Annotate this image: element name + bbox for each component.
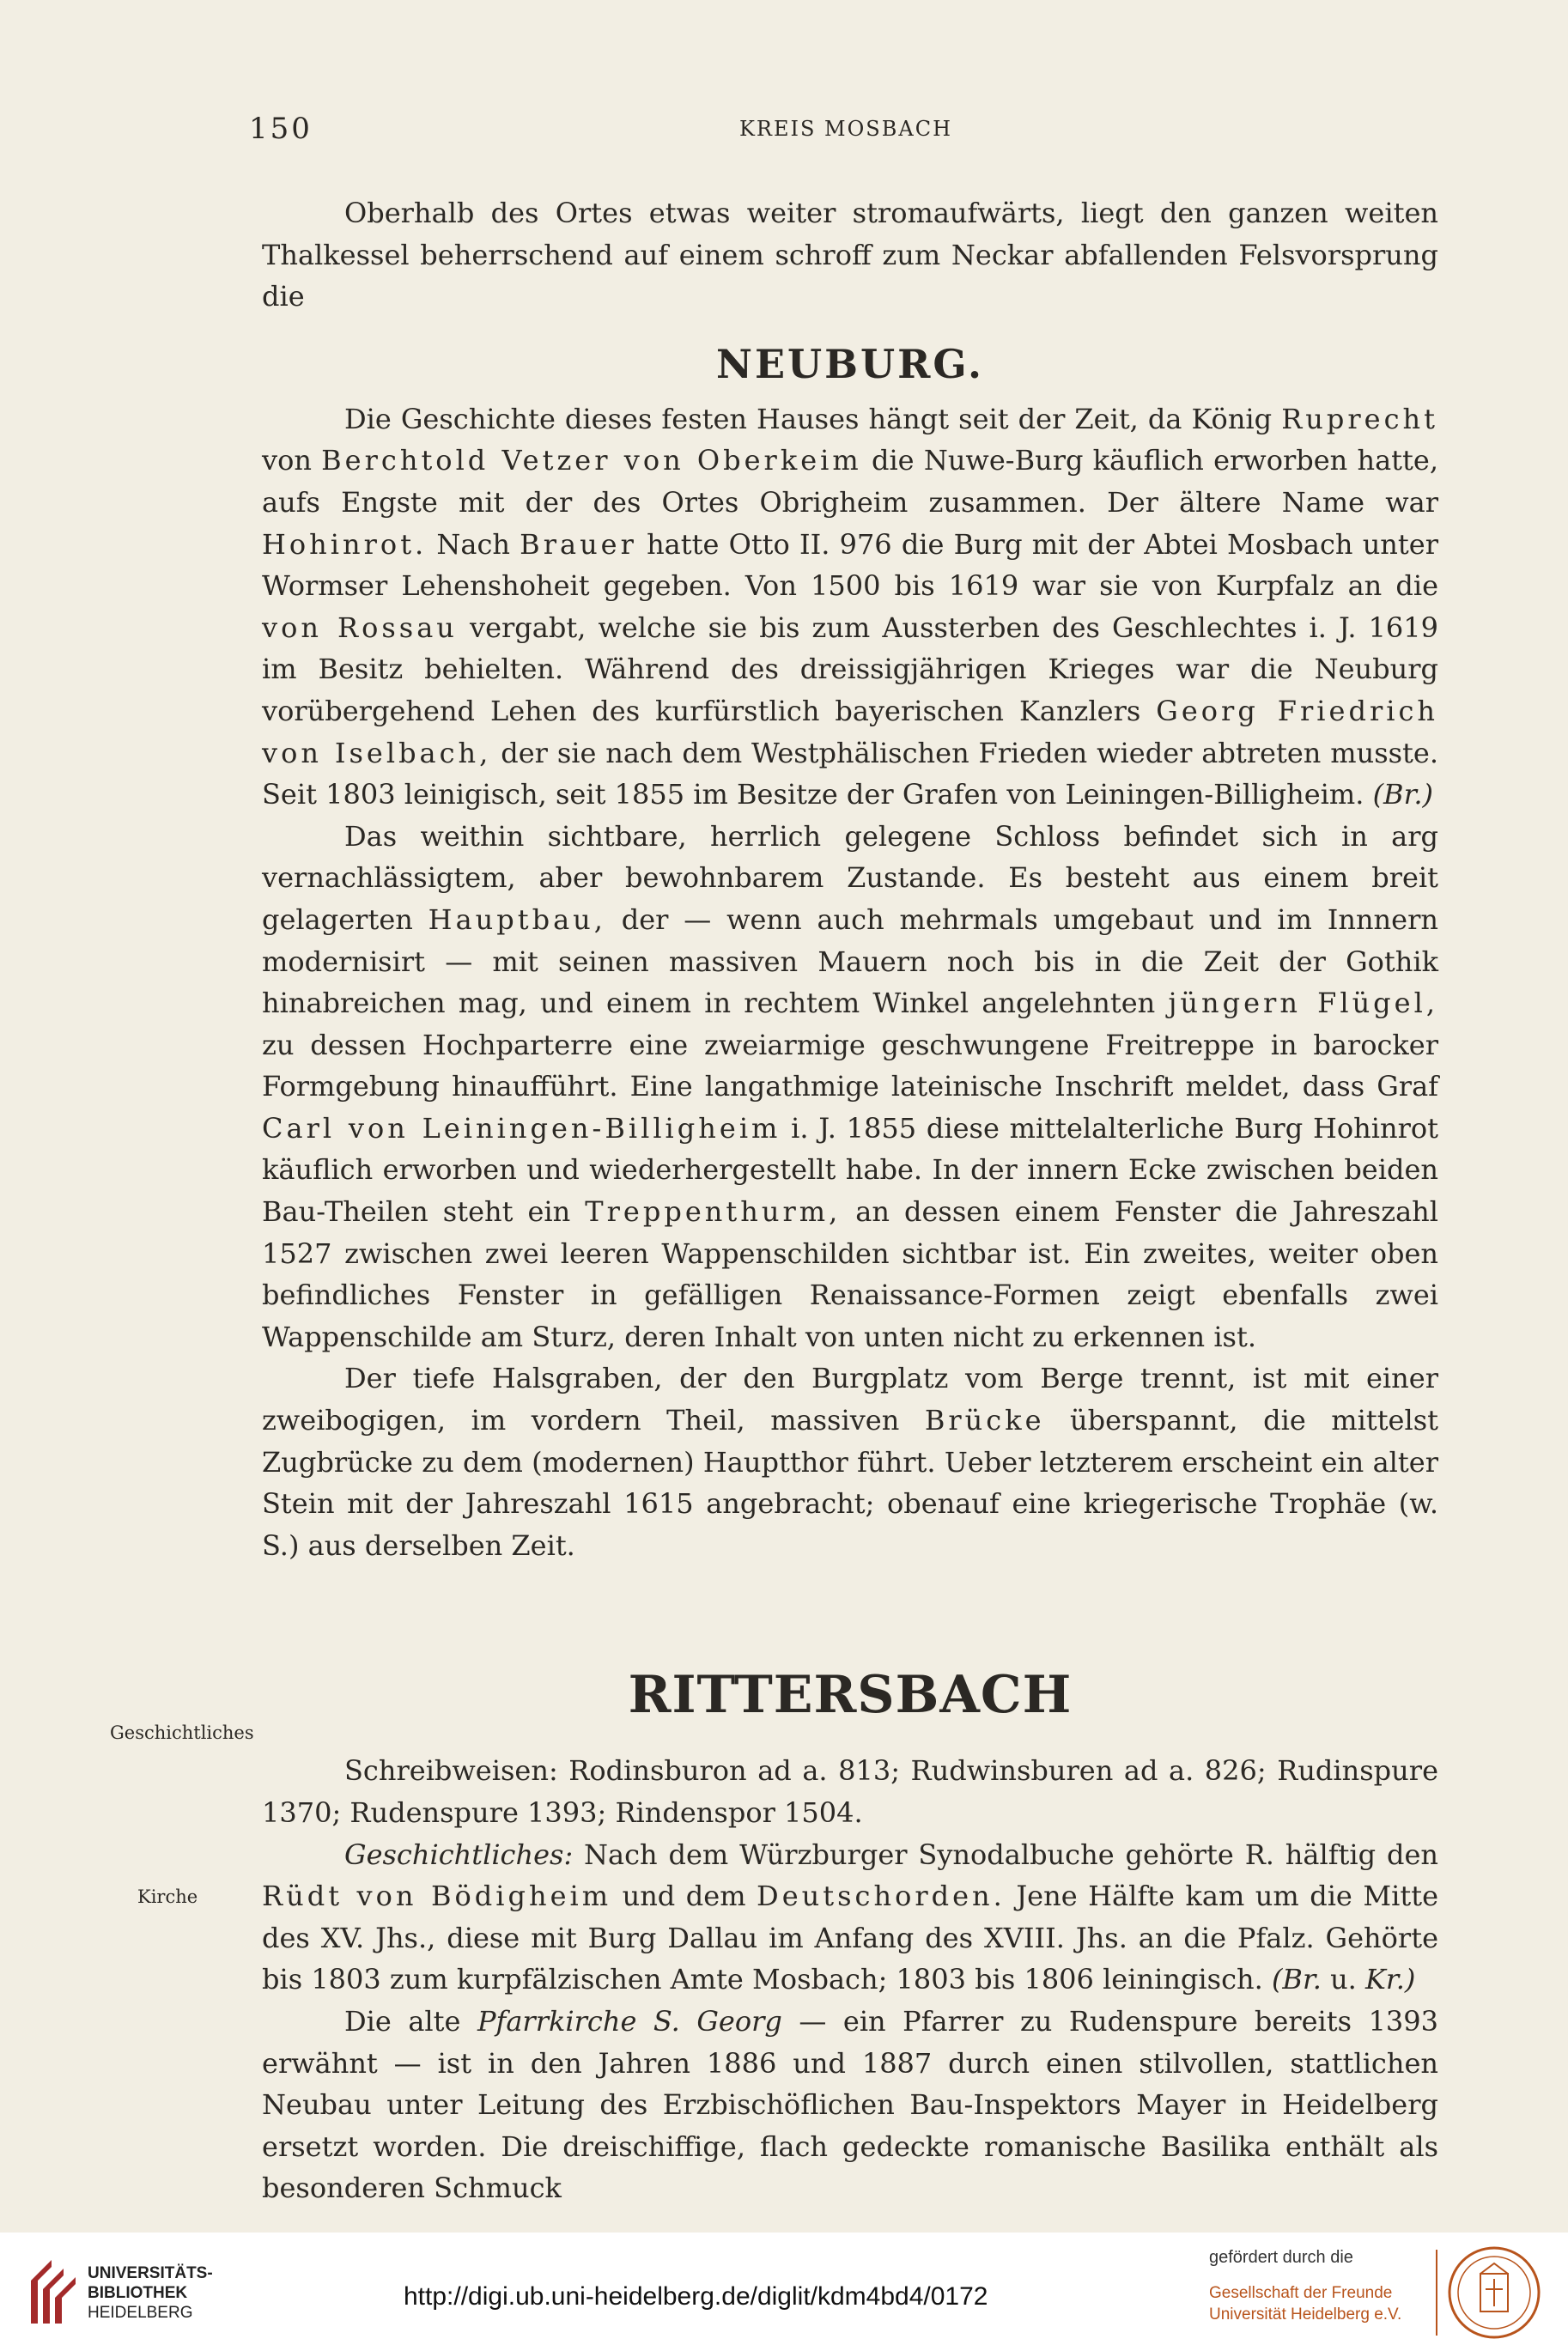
footer-divider [1436,2250,1437,2336]
university-seal-icon [1446,2245,1542,2341]
page-header [249,112,1443,146]
margin-note-kirche: Kirche [137,1886,198,1907]
paragraph-geschichtliches: Geschichtliches: Nach dem Würzburger Synodalbuche gehörte R. hälftig den Rüdt von Bödigheim und dem Deutschorden. Jene Hälfte kam um die Mitte des XV. Jhs., diese mit Burg Dallau im Anfang des XVIII. Jhs. an die Pfalz. Gehörte bis 1803 zum kurpfälzischen Amte Mosbach; 1803 bis 1806 leiningisch. (Br. u. Kr.) [262,1838,1439,1996]
heading-rittersbach: RITTERSBACH [628,1665,1073,1726]
paragraph-intro: Oberhalb des Ortes etwas weiter stromaufwärts, liegt den ganzen weiten Thalkessel beherrschend auf einem schroff zum Neckar abfallenden Felsvorsprung die [262,197,1438,313]
paragraph-neuburg-history: Die Geschichte dieses festen Hauses hängt seit der Zeit, da König Ruprecht von Berchtold Vetzer von Oberkeim die Nuwe-Burg käuflich erworben hatte, aufs Engste mit der des Ortes Obrigheim zusammen. Der ältere Name war Hohinrot. Nach Brauer hatte Otto II. 976 die Burg mit der Abtei Mosbach unter Wormser Lehenshoheit gegeben. Von 1500 bis 1619 war sie von Kurpfalz an die von Rossau vergabt, welche sie bis zum Aussterben des Geschlechtes i. J. 1619 im Besitz behielten. Während des dreissigjährigen Krieges war die Neuburg vorübergehend Lehen des kurfürstlich bayerischen Kanzlers Georg Friedrich von Iselbach, der sie nach dem Westphälischen Frieden wieder abtreten musste. Seit 1803 leinigisch, seit 1855 im Besitze der Grafen von Leiningen-Billigheim. (Br.) [262,402,1439,811]
source-url-link[interactable]: http://digi.ub.uni-heidelberg.de/diglit/kdm4bd4/0172 [404,2282,988,2311]
paragraph-schloss-description: Das weithin sichtbare, herrlich gelegene Schloss befindet sich in arg vernachlässigtem, aber bewohnbarem Zustande. Es besteht aus einem breit gelagerten Hauptbau, der — wenn auch mehrmals umgebaut und im Innnern modernisirt — mit seinen massiven Mauern noch bis in die Zeit der Gothik hinabreichen mag, und einem in rechtem Winkel angelehnten jüngern Flügel, zu dessen Hochparterre eine zweiarmige geschwungene Freitreppe in barocker Formgebung hinaufführt. Eine langathmige lateinische Inschrift meldet, dass Graf Carl von Leiningen-Billigheim i. J. 1855 diese mittelalterliche Burg Hohinrot käuflich erworben und wiederhergestellt habe. In der innern Ecke zwischen beiden Bau-Theilen steht ein Treppenthurm, an dessen einem Fenster die Jahreszahl 1527 zwischen zwei leeren Wappenschilden sichtbar ist. Ein zweites, weiter oben befindliches Fenster in gefälligen Renaissance-Formen zeigt ebenfalls zwei Wappenschilde am Sturz, deren Inhalt von unten nicht zu erkennen ist. [262,819,1439,1353]
sponsor-label: gefördert durch die [1209,2248,1353,2267]
paragraph-kirche: Die alte Pfarrkirche S. Georg — ein Pfarrer zu Rudenspure bereits 1393 erwähnt — ist in den Jahren 1886 und 1887 durch einen stilvollen, stattlichen Neubau unter Leitung des Erzbischöflichen Bau-Inspektors Mayer in Heidelberg ersetzt worden. Die dreischiffige, flach gedeckte romanische Basilika enthält als besonderen Schmuck [262,2004,1438,2205]
page-number: 150 [249,112,313,146]
paragraph-schreibweisen: Schreibweisen: Rodinsburon ad a. 813; Rudwinsburen ad a. 826; Rudinspure 1370; Rudenspure 1393; Rindenspor 1504. [262,1754,1438,1829]
library-name: UNIVERSITÄTS- BIBLIOTHEK HEIDELBERG [88,2264,213,2322]
margin-note-geschichtliches: Geschichtliches [110,1722,254,1743]
page-body [262,192,1438,2209]
heading-neuburg: NEUBURG. [715,340,985,387]
paragraph-halsgraben: Der tiefe Halsgraben, der den Burgplatz vom Berge trennt, ist mit einer zweibogigen, im vordern Theil, massiven Brücke überspannt, die mittelst Zugbrücke zu dem (modernen) Hauptthor führt. Ueber letzterem erscheint ein alter Stein mit der Jahreszahl 1615 angebracht; obenauf eine kriegerische Trophäe (w. S.) aus derselben Zeit. [262,1362,1439,1562]
sponsor-name: Gesellschaft der Freunde Universität Heidelberg e.V. [1209,2284,1402,2324]
running-title: KREIS MOSBACH [738,117,953,141]
footer-bar [0,2233,1568,2351]
library-logo-icon [26,2255,79,2329]
